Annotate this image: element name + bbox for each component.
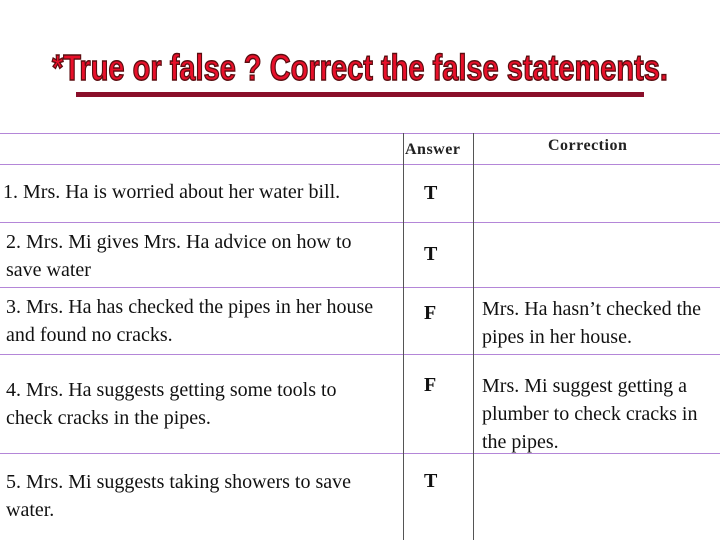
correction-header: Correction <box>548 137 628 154</box>
answer-3: F <box>424 302 437 324</box>
correction-4: Mrs. Mi suggest getting a plumber to check cracks in the pipes. <box>482 375 698 453</box>
answer-header: Answer <box>405 141 461 158</box>
title-text: *True or false ? Correct the false statements. <box>52 47 668 88</box>
statement-4: 4. Mrs. Ha suggests getting some tools to check cracks in the pipes. <box>6 379 337 429</box>
row-divider <box>0 354 720 355</box>
column-divider <box>473 133 474 540</box>
answer-5: T <box>424 470 438 492</box>
statement-5: 5. Mrs. Mi suggests taking showers to save water. <box>6 471 351 521</box>
row-divider <box>0 164 720 165</box>
row-divider <box>0 287 720 288</box>
statement-1: 1. Mrs. Ha is worried about her water bill. <box>3 181 341 203</box>
statement-2: 2. Mrs. Mi gives Mrs. Ha advice on how to save water <box>6 231 352 281</box>
answer-4: F <box>424 374 437 396</box>
title-underline <box>76 92 644 97</box>
answer-1: T <box>424 182 438 204</box>
page-title <box>40 34 680 106</box>
correction-3: Mrs. Ha hasn’t checked the pipes in her house. <box>482 298 702 348</box>
column-divider <box>403 133 404 540</box>
row-divider <box>0 222 720 223</box>
row-divider <box>0 133 720 134</box>
statement-3: 3. Mrs. Ha has checked the pipes in her house and found no cracks. <box>6 296 374 346</box>
answer-2: T <box>424 243 438 265</box>
